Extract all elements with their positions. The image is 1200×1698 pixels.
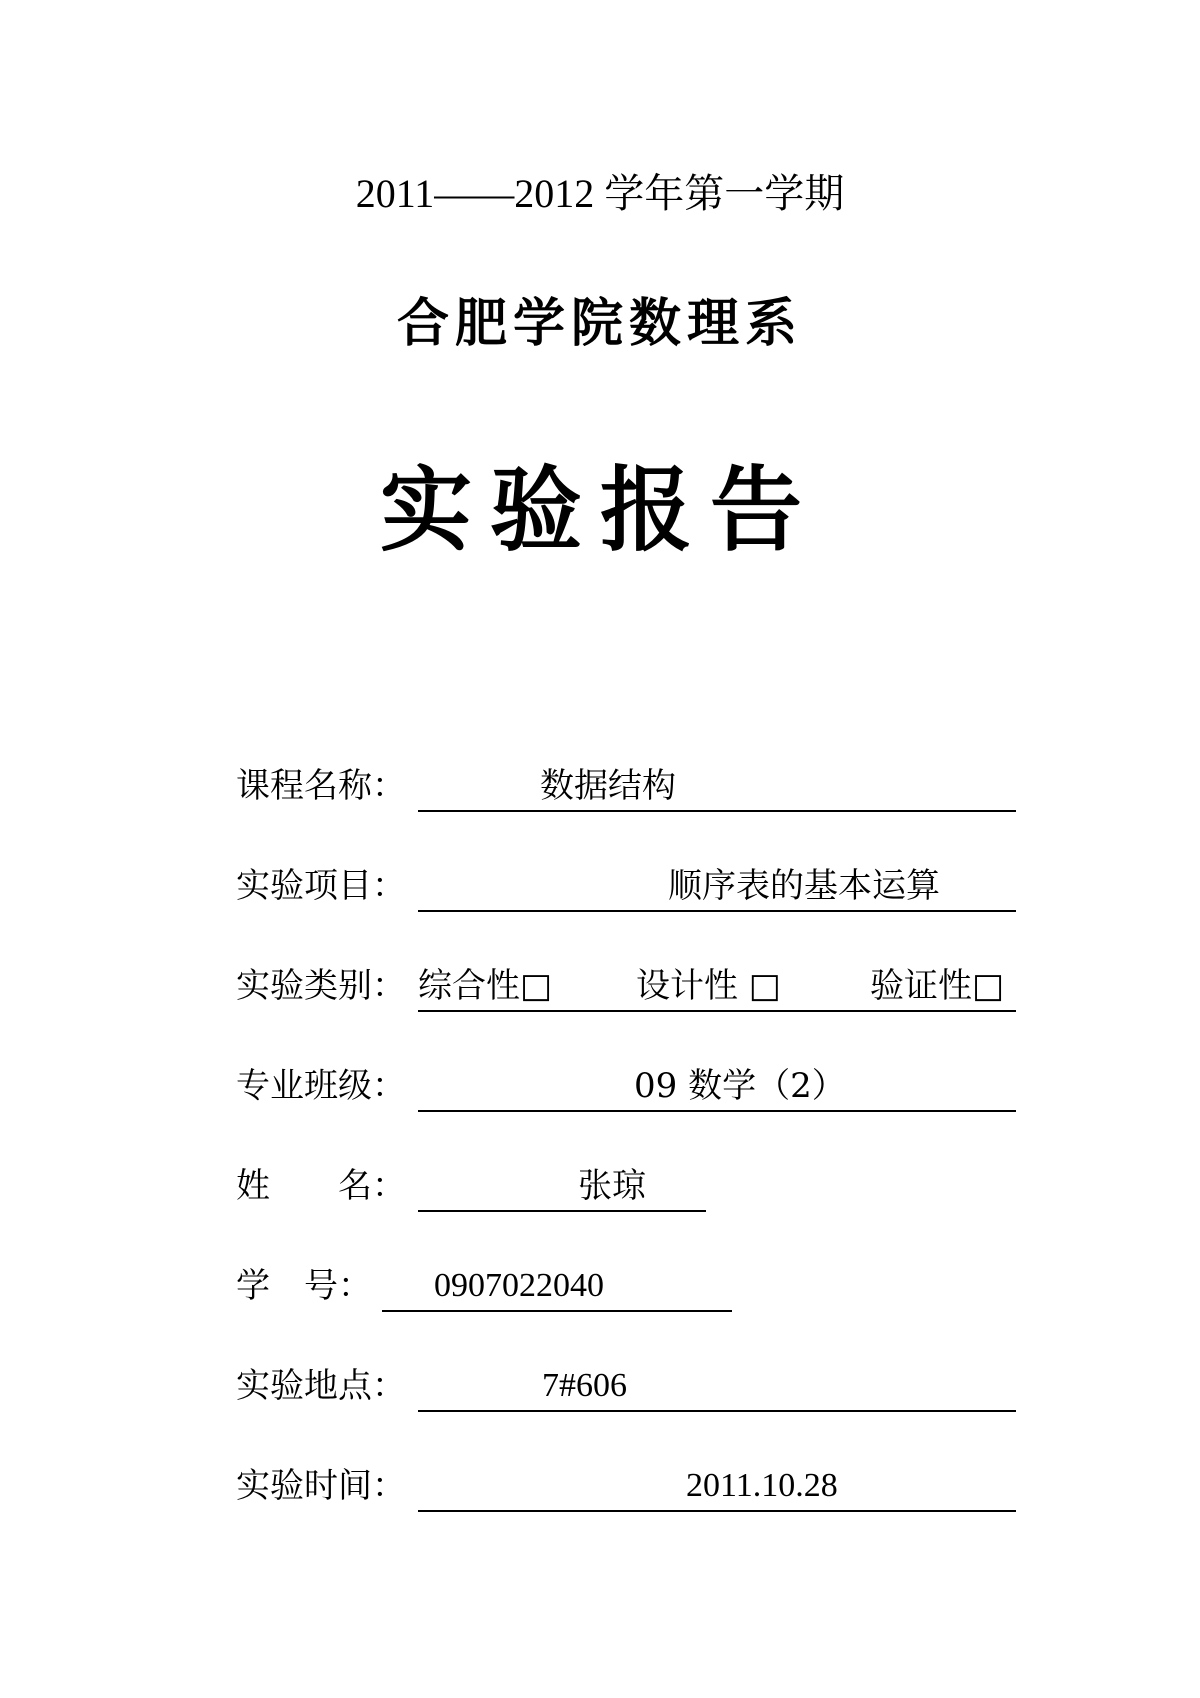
category-option-verification[interactable]: 验证性□	[870, 966, 1005, 1006]
category-option-design[interactable]: 设计性 □	[636, 966, 781, 1006]
field-name-label: 姓 名：	[236, 1166, 406, 1206]
category-option-comprehensive[interactable]: 综合性□	[418, 966, 553, 1006]
field-location-underline	[418, 1360, 1016, 1412]
field-student-id	[236, 1260, 1016, 1312]
academic-term: 2011——2012 学年第一学期	[355, 171, 845, 216]
field-category	[236, 960, 1016, 1012]
field-course-underline	[418, 760, 1016, 812]
field-time-value: 2011.10.28	[686, 1467, 838, 1504]
field-class-label: 专业班级：	[236, 1066, 406, 1106]
field-category-label: 实验类别：	[236, 966, 406, 1006]
field-project	[236, 860, 1016, 912]
field-course-label: 课程名称：	[236, 766, 406, 806]
field-course	[236, 760, 1016, 812]
field-student-id-value: 0907022040	[434, 1267, 604, 1304]
field-project-value: 顺序表的基本运算	[668, 866, 940, 906]
field-class	[236, 1060, 1016, 1112]
field-student-id-label: 学 号：	[236, 1266, 372, 1306]
field-name-underline	[418, 1160, 706, 1212]
field-course-value: 数据结构	[540, 766, 676, 806]
field-name	[236, 1160, 1016, 1212]
field-time	[236, 1460, 1016, 1512]
department-name: 合肥学院数理系	[396, 294, 803, 354]
field-time-label: 实验时间：	[236, 1466, 406, 1506]
field-location	[236, 1360, 1016, 1412]
field-location-value: 7#606	[542, 1367, 627, 1404]
field-class-value: 09 数学（2）	[634, 1066, 846, 1106]
report-title: 实验报告	[379, 457, 820, 564]
field-location-label: 实验地点：	[236, 1366, 406, 1406]
field-name-value: 张琼	[578, 1166, 646, 1206]
field-project-label: 实验项目：	[236, 866, 406, 906]
